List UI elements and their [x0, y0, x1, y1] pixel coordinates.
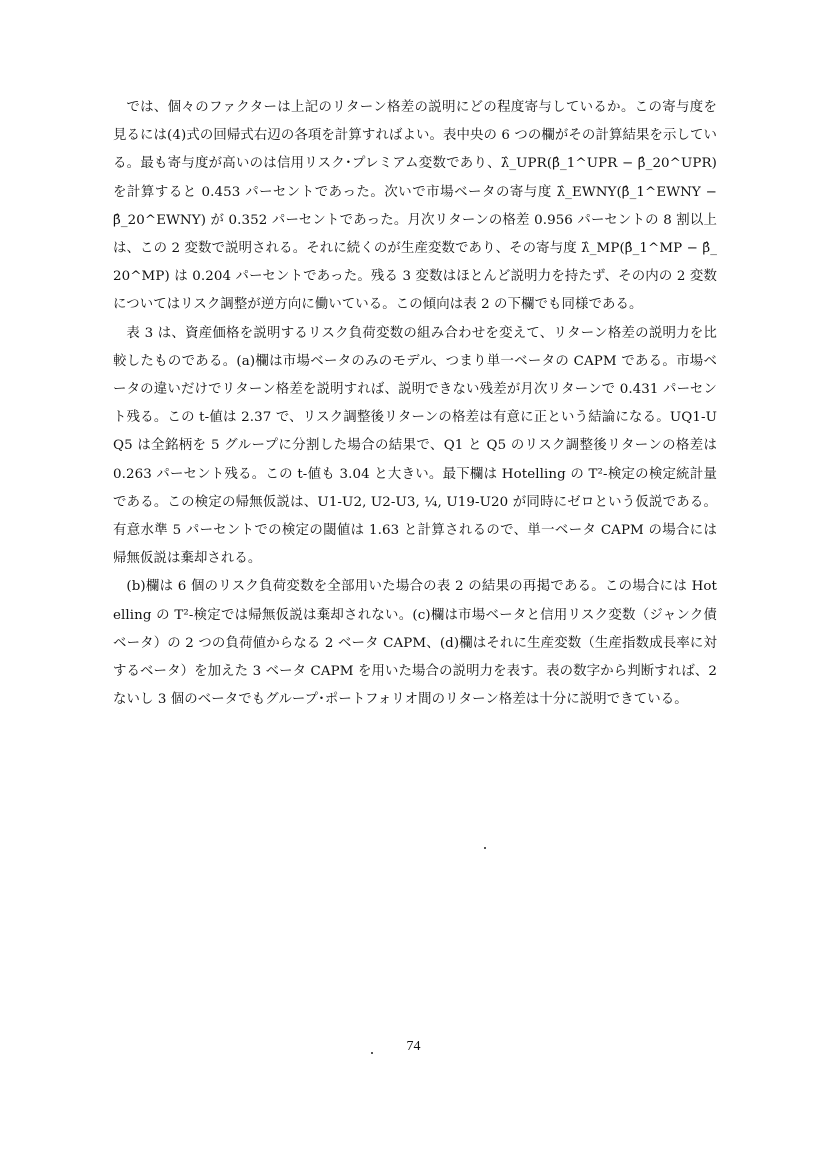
scan-speck: [484, 847, 486, 849]
paragraph-2: 表 3 は、資産価格を説明するリスク負荷変数の組み合わせを変えて、リターン格差の説明力を比較したものである。(a)欄は市場ベータのみのモデル、つまり単一ベータの CAPM である。市場ベータの違いだけでリターン格差を説明すれば、説明できない残差が月次リターンで 0.431 パーセント残る。この t-値は 2.37 で、リスク調整後リターンの格差は有意に正という結論になる。UQ1-UQ5 は全銘柄を 5 グループに分割した場合の結果で、Q1 と Q5 のリスク調整後リターンの格差は 0.263 パーセント残る。この t-値も 3.04 と大きい。最下欄は Hotelling の T²-検定の検定統計量である。この検定の帰無仮説は、U1-U2, U2-U3, ¼, U19-U20 が同時にゼロという仮説である。有意水準 5 パーセントでの検定の閾値は 1.63 と計算されるので、単一ベータ CAPM の場合には帰無仮説は棄却される。: [113, 325, 717, 567]
paragraph-3: (b)欄は 6 個のリスク負荷変数を全部用いた場合の表 2 の結果の再掲である。この場合には Hotelling の T²-検定では帰無仮説は棄却されない。(c)欄は市場ベータと信用リスク変数（ジャンク債ベータ）の 2 つの負荷値からなる 2 ベータ CAPM、(d)欄はそれに生産変数（生産指数成長率に対するベータ）を加えた 3 ベータ CAPM を用いた場合の説明力を表す。表の数字から判断すれば、2 ないし 3 個のベータでもグループ･ポートフォリオ間のリターン格差は十分に説明できている。: [113, 579, 717, 708]
body-text: [113, 94, 717, 714]
page-number: 74: [406, 1039, 421, 1054]
paragraph-1: では、個々のファクターは上記のリターン格差の説明にどの程度寄与しているか。この寄与度を見るには(4)式の回帰式右辺の各項を計算すればよい。表中央の 6 つの欄がその計算結果を示している。最も寄与度が高いのは信用リスク･プレミアム変数であり、λ̂_UPR(β̂_1^UPR − β̂_20^UPR)を計算すると 0.453 パーセントであった。次いで市場ベータの寄与度 λ̂_EWNY(β̂_1^EWNY − β̂_20^EWNY) が 0.352 パーセントであった。月次リターンの格差 0.956 パーセントの 8 割以上は、この 2 変数で説明される。それに続くのが生産変数であり、その寄与度 λ̂_MP(β̂_1^MP − β̂_20^MP) は 0.204 パーセントであった。残る 3 変数はほとんど説明力を持たず、その内の 2 変数についてはリスク調整が逆方向に働いている。この傾向は表 2 の下欄でも同様である。: [113, 100, 717, 313]
